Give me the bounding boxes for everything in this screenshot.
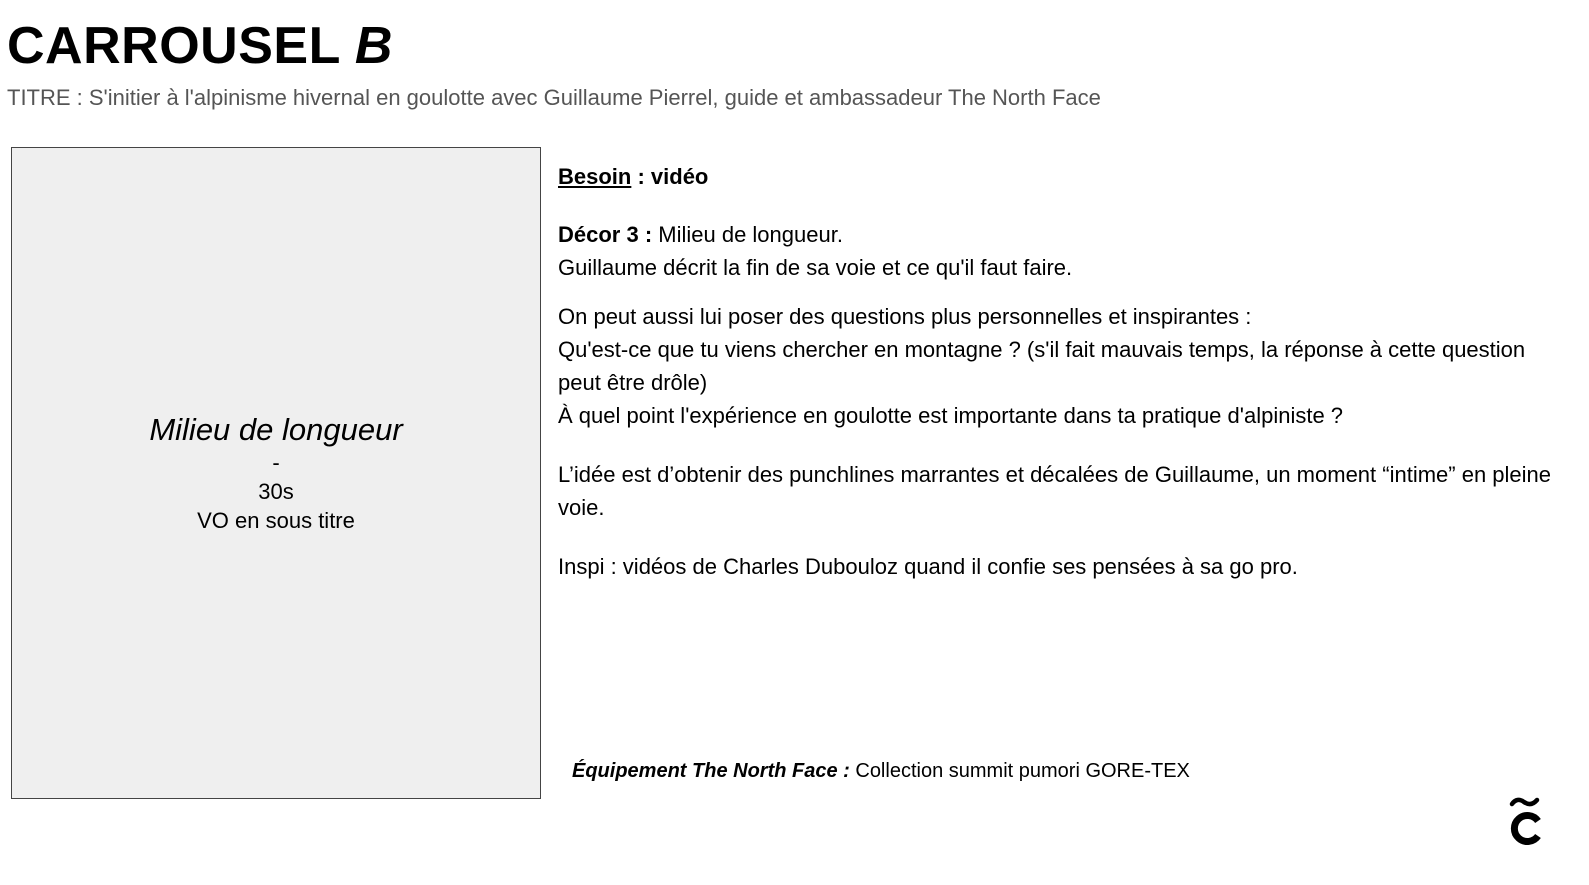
placeholder-dash: -: [272, 450, 280, 476]
inspiration-line: Inspi : vidéos de Charles Dubouloz quand il confie ses pensées à sa go pro.: [558, 554, 1298, 579]
decor-line: [558, 218, 1558, 251]
equipment-value: Collection summit pumori GORE-TEX: [849, 760, 1190, 782]
question-2: À quel point l'expérience en goulotte est importante dans ta pratique d'alpiniste ?: [558, 403, 1344, 428]
page-subtitle: TITRE : S'initier à l'alpinisme hivernal en goulotte avec Guillaume Pierrel, guide et ambassadeur The North Face: [7, 85, 1101, 110]
video-placeholder: [11, 147, 541, 799]
need-label: Besoin: [558, 164, 632, 189]
decor-description: Guillaume décrit la fin de sa voie et ce qu'il faut faire.: [558, 255, 1073, 280]
decor-value: Milieu de longueur.: [652, 222, 843, 247]
placeholder-title: Milieu de longueur: [149, 411, 403, 447]
need-value: : vidéo: [631, 164, 709, 189]
decor-label: Décor 3 :: [558, 222, 653, 247]
placeholder-subtitle-note: VO en sous titre: [197, 508, 355, 534]
question-1: Qu'est-ce que tu viens chercher en montagne ? (s'il fait mauvais temps, la réponse à cette question peut être drôle): [558, 337, 1526, 395]
placeholder-duration: 30s: [258, 479, 294, 505]
title-letter: B: [354, 17, 393, 75]
title-main: CARROUSEL: [7, 17, 340, 75]
page-title: [7, 18, 393, 75]
idea-paragraph: L’idée est d’obtenir des punchlines marrantes et décalées de Guillaume, un moment “intime” en pleine voie.: [558, 462, 1552, 520]
questions-intro: On peut aussi lui poser des questions plus personnelles et inspirantes :: [558, 304, 1252, 329]
description-panel: [558, 160, 1558, 583]
equipment-label: Équipement The North Face :: [572, 760, 850, 782]
c-tilde-logo-icon: [1505, 794, 1545, 846]
equipment-line: [572, 760, 1190, 783]
need-line: [558, 160, 1558, 193]
